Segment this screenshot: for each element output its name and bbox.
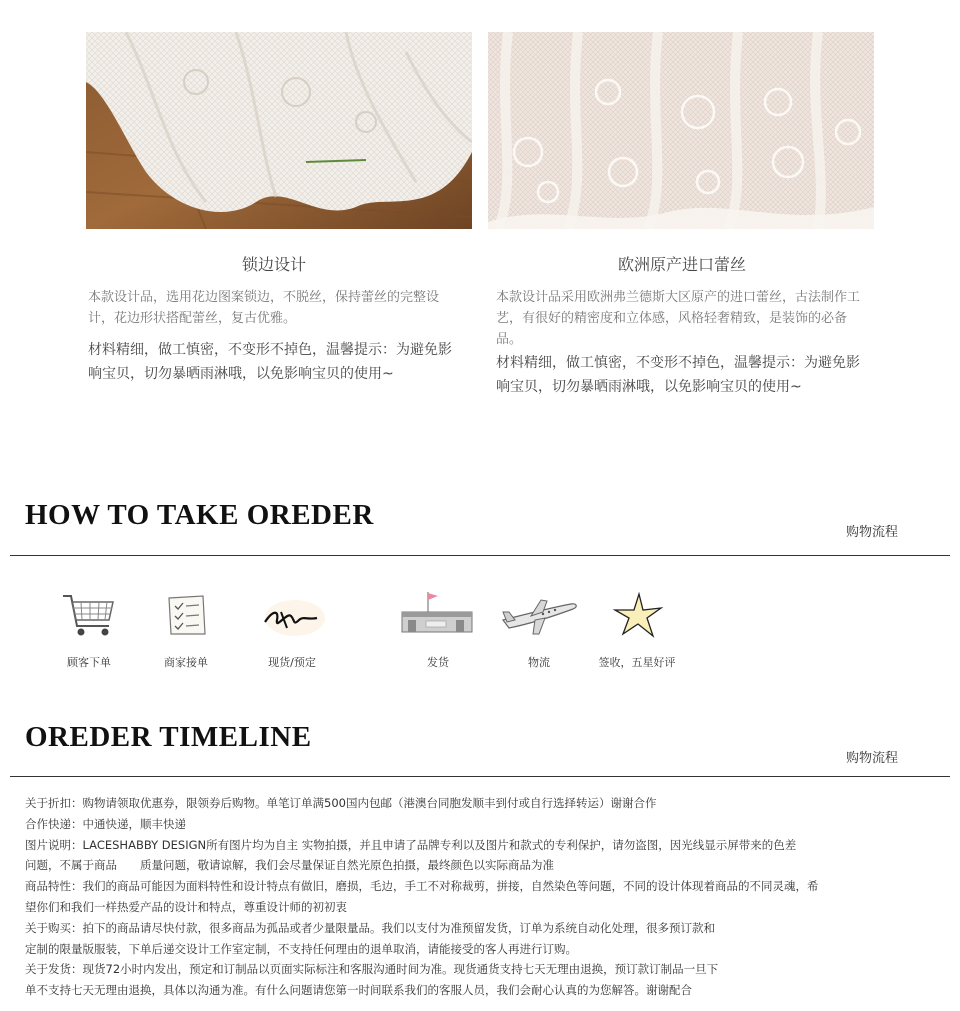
step-label: 顾客下单 [67, 656, 111, 669]
european-lace-photo [488, 32, 874, 229]
shopping-process-label: 购物流程 [845, 525, 898, 540]
lace-edge-photo [86, 32, 472, 229]
note-line: 关于折扣：购物请领取优惠券，限领券后购物。单笔订单满500国内包邮（港澳台同胞发顺丰到付或自行选择转运）谢谢合作 [25, 796, 657, 810]
step-customer-order [44, 590, 134, 669]
feature-description: 本款设计品采用欧洲弗兰德斯大区原产的进口蕾丝，古法制作工艺，有很好的精密度和立体感，风格轻奢精致，是装饰的必备品。 [496, 290, 861, 347]
order-notes [25, 793, 925, 1001]
checklist-icon [161, 590, 211, 640]
step-logistics [494, 590, 584, 669]
step-label: 现货/预定 [268, 656, 316, 669]
feature-lock-edge [88, 254, 460, 386]
note-line: 定制的限量版服装，下单后递交设计工作室定制，不支持任何理由的退单取消，请能接受的客人再进行订购。 [25, 941, 577, 956]
note-line: 单不支持七天无理由退换，具体以沟通为准。有什么问题请您第一时间联系我们的客服人员，我们会耐心认真的为您解答。谢谢配合 [25, 983, 692, 998]
feature-care-note: 材料精细，做工慎密，不变形不掉色，温馨提示：为避免影响宝贝，切勿暴晒雨淋哦，以免影响宝贝的使用~ [88, 342, 452, 382]
feature-title: 欧洲原产进口蕾丝 [617, 255, 746, 274]
feature-european-lace [496, 254, 868, 399]
feature-title: 锁边设计 [241, 255, 306, 274]
note-line: 商品特性：我们的商品可能因为面料特性和设计特点有做旧，磨损，毛边，手工不对称裁剪，拼接，自然染色等问题，不同的设计体现着商品的不同灵魂，希 [25, 879, 819, 894]
step-shipping [393, 590, 483, 669]
step-receive-review [592, 590, 682, 669]
warehouse-icon [398, 590, 478, 640]
how-to-order-heading: HOW TO TAKE OREDER [25, 499, 374, 531]
section-divider [10, 555, 950, 556]
note-line: 图片说明：LACESHABBY DESIGN所有图片均为自主 实物拍摄，并且申请了品牌专利以及图片和款式的专利保护，请勿盗图，因光线显示屏带来的色差 [25, 837, 797, 852]
step-label: 物流 [528, 656, 550, 669]
step-label: 商家接单 [164, 656, 208, 669]
note-line: 关于发货：现货72小时内发出，预定和订制品以页面实际标注和客服沟通时间为准。现货通货支持七天无理由退换，预订款订制品一旦下 [25, 962, 719, 977]
note-line: 问题，不属于商品 质量问题，敬请谅解，我们会尽量保证自然光原色拍摄，最终颜色以实际商品为准 [25, 858, 554, 873]
note-line: 关于购买：拍下的商品请尽快付款，很多商品为孤品或者少量限量品。我们以支付为准预留发货，订单为系统自动化处理，很多预订款和 [25, 920, 715, 935]
step-merchant-accept [141, 590, 231, 669]
step-stock-preorder [247, 590, 337, 669]
shopping-process-label: 购物流程 [845, 751, 898, 766]
star-icon [607, 590, 667, 640]
section-divider [10, 776, 950, 777]
feature-care-note: 材料精细，做工慎密，不变形不掉色，温馨提示：为避免影响宝贝，切勿暴晒雨淋哦，以免影响宝贝的使用~ [496, 355, 860, 395]
step-label: 发货 [427, 656, 449, 669]
airplane-icon [499, 590, 579, 640]
feature-description: 本款设计品，选用花边图案锁边，不脱丝，保持蕾丝的完整设计，花边形状搭配蕾丝，复古优雅。 [88, 290, 440, 326]
note-line: 望你们和我们一样热爱产品的设计和特点，尊重设计师的初初衷 [25, 899, 347, 914]
order-timeline-heading: OREDER TIMELINE [25, 721, 312, 753]
signature-icon [257, 590, 327, 640]
shopping-cart-icon [59, 590, 119, 640]
step-label: 签收，五星好评 [598, 656, 676, 669]
note-line: 合作快递：中通快递，顺丰快递 [25, 816, 186, 831]
